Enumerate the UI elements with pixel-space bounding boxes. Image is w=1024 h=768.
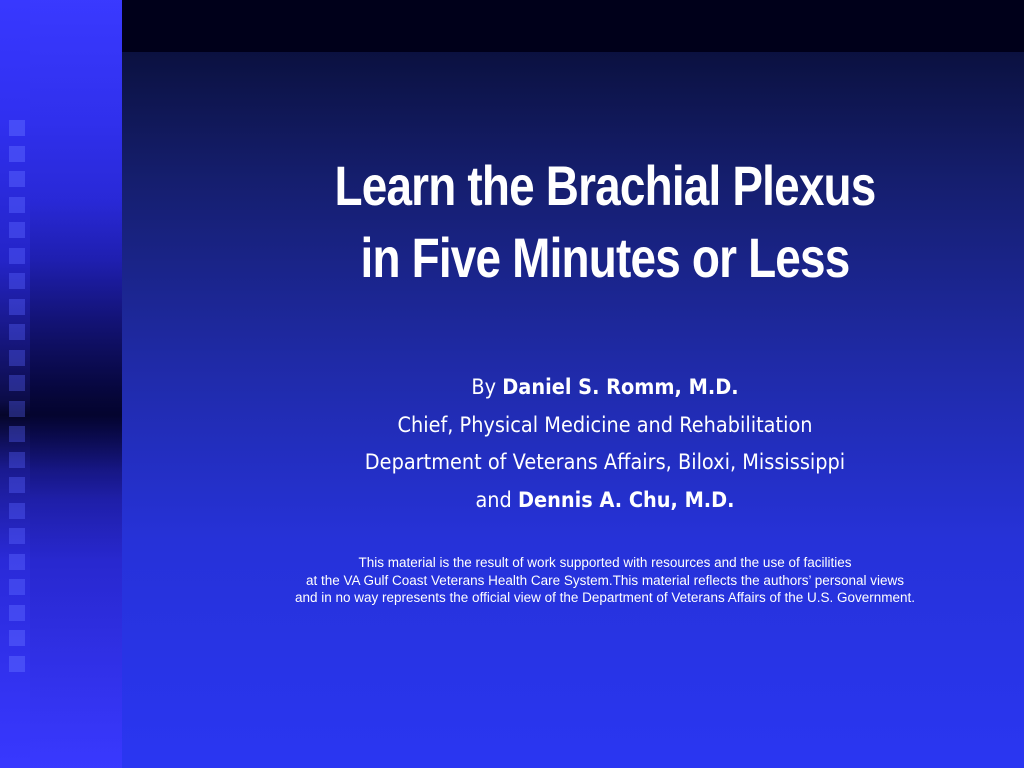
decorative-square [9, 120, 25, 136]
decorative-square [9, 452, 25, 468]
decorative-square-column [9, 120, 27, 680]
decorative-square [9, 375, 25, 391]
byline-author2-row [196, 482, 1015, 520]
decorative-square [9, 146, 25, 162]
decorative-square [9, 248, 25, 264]
left-strip-shading [30, 0, 122, 768]
top-band [122, 0, 1024, 52]
disclaimer [160, 554, 1024, 607]
byline [196, 369, 1015, 519]
author2-name: Dennis A. Chu, M.D. [517, 487, 735, 512]
decorative-square [9, 656, 25, 672]
decorative-square [9, 528, 25, 544]
disclaimer-line-3: and in no way represents the official view of the Department of Veterans Affairs of the U.S. Government. [294, 590, 916, 605]
title-line-2: in Five Minutes or Less [360, 226, 850, 289]
decorative-square [9, 401, 25, 417]
disclaimer-line-2: at the VA Gulf Coast Veterans Health Care System.This material reflects the authors’ personal views [305, 572, 905, 588]
decorative-square [9, 477, 25, 493]
decorative-square [9, 197, 25, 213]
decorative-square [9, 630, 25, 646]
and-prefix: and [475, 487, 518, 512]
title-line-1: Learn the Brachial Plexus [334, 154, 876, 217]
decorative-square [9, 605, 25, 621]
decorative-square [9, 426, 25, 442]
decorative-square [9, 324, 25, 340]
decorative-square [9, 579, 25, 595]
by-prefix: By [471, 375, 503, 399]
decorative-square [9, 273, 25, 289]
author1-title: Chief, Physical Medicine and Rehabilitation [397, 412, 813, 437]
byline-author1-row [196, 369, 1015, 407]
disclaimer-line-1: This material is the result of work supported with resources and the use of facilities [358, 555, 852, 570]
decorative-square [9, 350, 25, 366]
decorative-square [9, 554, 25, 570]
author1-affiliation: Department of Veterans Affairs, Biloxi, Mississippi [364, 450, 846, 474]
decorative-square [9, 299, 25, 315]
decorative-square [9, 222, 25, 238]
decorative-square [9, 171, 25, 187]
decorative-square [9, 503, 25, 519]
author1-name: Daniel S. Romm, M.D. [502, 375, 739, 399]
slide-title [240, 150, 970, 294]
left-decorative-strip [0, 0, 122, 768]
